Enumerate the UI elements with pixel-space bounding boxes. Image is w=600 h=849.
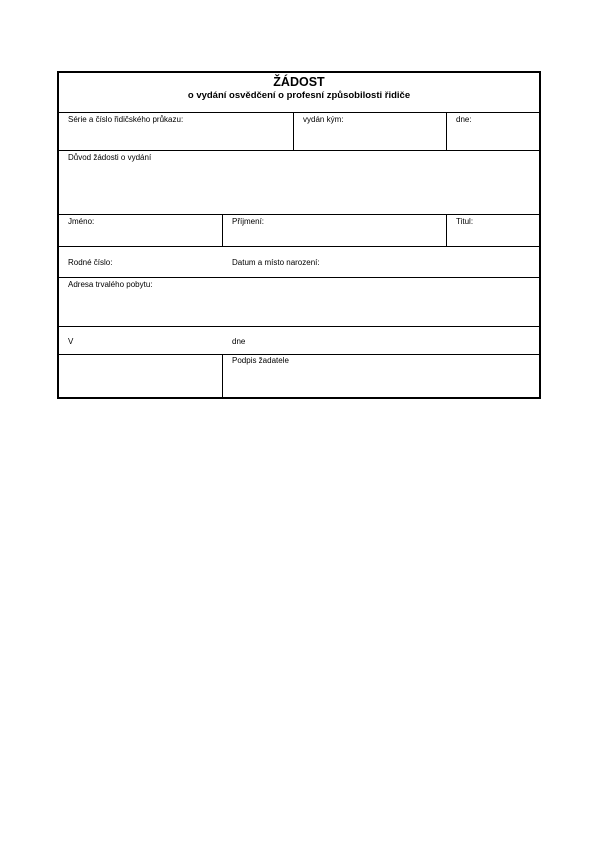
- license-series-number-label: Série a číslo řidičského průkazu:: [68, 115, 184, 124]
- divider-signature-col: [222, 354, 223, 399]
- birth-number-label: Rodné číslo:: [68, 258, 113, 267]
- date-label: dne: [232, 337, 246, 346]
- divider-license-col1: [293, 112, 294, 150]
- issued-date-field[interactable]: [456, 128, 534, 146]
- divider-name-col1: [222, 214, 223, 246]
- divider-name-row: [59, 246, 539, 247]
- divider-name-col2: [446, 214, 447, 246]
- signature-label: Podpis žadatele: [232, 356, 289, 365]
- divider-license-row: [59, 150, 539, 151]
- birth-date-place-field[interactable]: [331, 255, 531, 269]
- academic-title-label: Titul:: [456, 217, 474, 226]
- application-form: [57, 71, 541, 399]
- surname-field[interactable]: [232, 229, 440, 243]
- birth-number-field[interactable]: [119, 255, 219, 269]
- birth-date-place-label: Datum a místo narození:: [232, 258, 320, 267]
- form-subtitle: o vydání osvědčení o profesní způsobilosti řidiče: [187, 90, 411, 101]
- academic-title-field[interactable]: [456, 229, 534, 243]
- divider-place-row: [59, 354, 539, 355]
- issued-date-label: dne:: [456, 115, 472, 124]
- license-series-number-field[interactable]: [68, 128, 288, 146]
- first-name-label: Jméno:: [68, 217, 95, 226]
- form-title: ŽÁDOST: [273, 75, 325, 89]
- address-field[interactable]: [68, 294, 532, 322]
- issued-by-label: vydán kým:: [303, 115, 344, 124]
- reason-label: Důvod žádosti o vydání: [68, 153, 152, 162]
- address-label: Adresa trvalého pobytu:: [68, 280, 153, 289]
- divider-address-row: [59, 326, 539, 327]
- divider-birth-row: [59, 277, 539, 278]
- issued-by-field[interactable]: [303, 128, 441, 146]
- divider-license-col2: [446, 112, 447, 150]
- place-field[interactable]: [79, 334, 217, 348]
- date-field[interactable]: [251, 334, 431, 348]
- surname-label: Příjmení:: [232, 217, 265, 226]
- signature-area[interactable]: [232, 369, 532, 395]
- divider-reason-row: [59, 214, 539, 215]
- reason-field[interactable]: [68, 167, 532, 209]
- place-label: V: [68, 337, 74, 346]
- first-name-field[interactable]: [68, 229, 218, 243]
- divider-header: [59, 112, 539, 113]
